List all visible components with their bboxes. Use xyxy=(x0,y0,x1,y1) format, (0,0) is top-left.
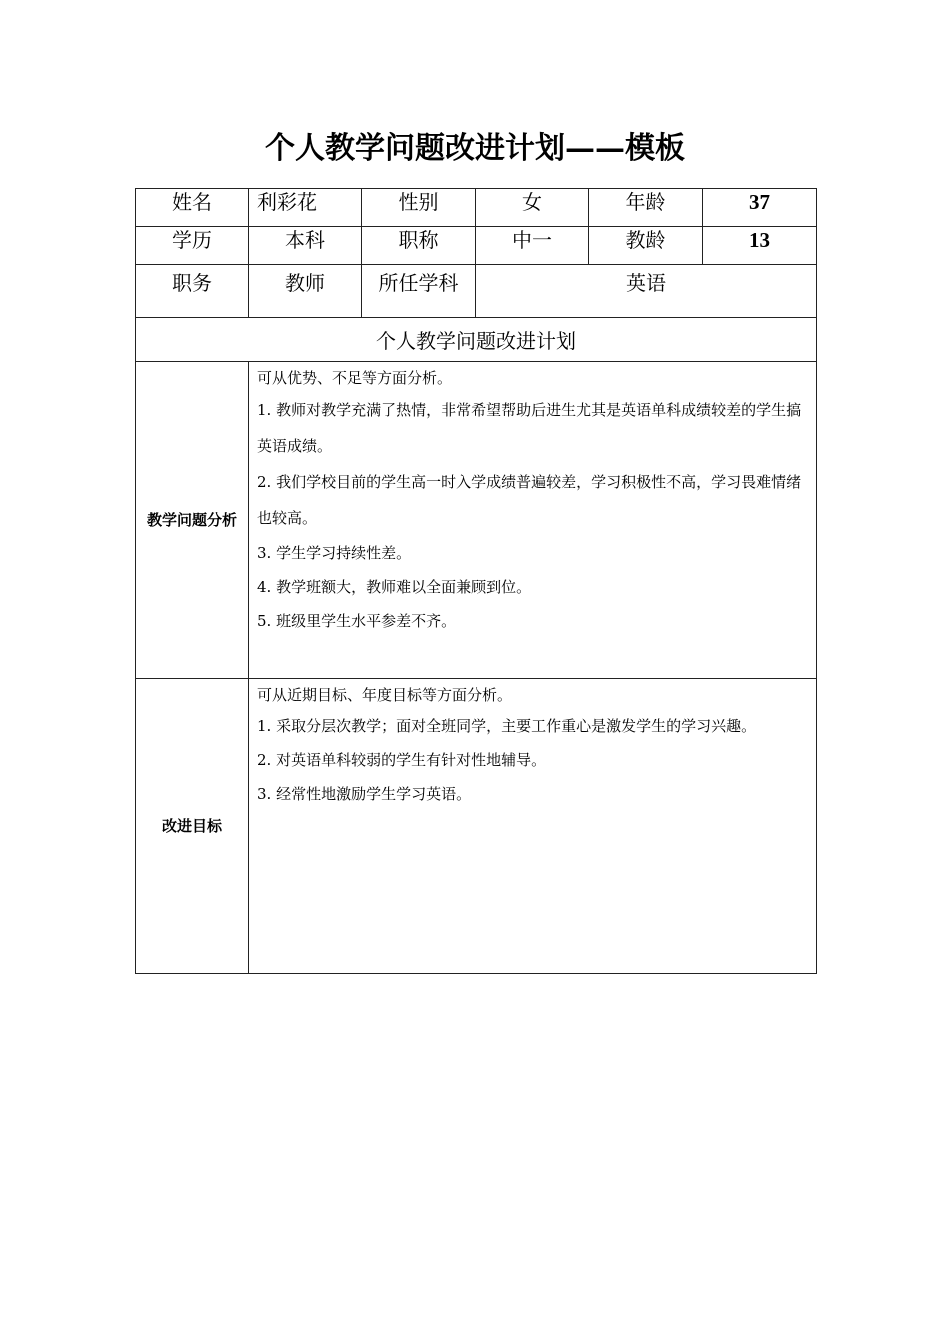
analysis-item: 5. 班级里学生水平参差不齐。 xyxy=(257,612,457,630)
name-label: 姓名 xyxy=(136,189,249,227)
info-row-2 xyxy=(136,227,817,265)
teaching-years-label: 教龄 xyxy=(589,227,703,265)
analysis-item: 2. 我们学校目前的学生高一时入学成绩普遍较差，学习积极性不高，学习畏难情绪也较高。 xyxy=(257,473,802,527)
teaching-years-value: 13 xyxy=(703,227,817,265)
subject-label: 所任学科 xyxy=(362,265,476,318)
teacher-plan-table xyxy=(135,188,817,974)
education-value: 本科 xyxy=(249,227,362,265)
age-value: 37 xyxy=(703,189,817,227)
rank-value: 中一 xyxy=(476,227,589,265)
section-title: 个人教学问题改进计划 xyxy=(136,318,817,362)
analysis-item: 4. 教学班额大，教师难以全面兼顾到位。 xyxy=(257,578,532,596)
section-title-row xyxy=(136,318,817,362)
rank-label: 职称 xyxy=(362,227,476,265)
analysis-intro: 可从优势、不足等方面分析。 xyxy=(257,369,453,387)
goals-item: 1. 采取分层次教学；面对全班同学，主要工作重心是激发学生的学习兴趣。 xyxy=(257,717,757,735)
page-title: 个人教学问题改进计划——模板 xyxy=(265,131,685,166)
age-label: 年龄 xyxy=(589,189,703,227)
goals-item: 2. 对英语单科较弱的学生有针对性地辅导。 xyxy=(257,751,547,769)
goals-intro: 可从近期目标、年度目标等方面分析。 xyxy=(257,686,513,704)
goals-label: 改进目标 xyxy=(136,679,249,974)
position-label: 职务 xyxy=(136,265,249,318)
info-row-1 xyxy=(136,189,817,227)
analysis-item: 1. 教师对教学充满了热情，非常希望帮助后进生尤其是英语单科成绩较差的学生搞英语成绩。 xyxy=(257,401,802,455)
goals-item: 3. 经常性地激励学生学习英语。 xyxy=(257,785,472,803)
analysis-item: 3. 学生学习持续性差。 xyxy=(257,544,412,562)
analysis-content xyxy=(249,362,817,679)
analysis-row xyxy=(136,362,817,679)
gender-value: 女 xyxy=(476,189,589,227)
goals-row xyxy=(136,679,817,974)
goals-content xyxy=(249,679,817,974)
position-value: 教师 xyxy=(249,265,362,318)
subject-value: 英语 xyxy=(476,265,817,318)
gender-label: 性别 xyxy=(362,189,476,227)
education-label: 学历 xyxy=(136,227,249,265)
analysis-label: 教学问题分析 xyxy=(136,362,249,679)
info-row-3 xyxy=(136,265,817,318)
name-value: 利彩花 xyxy=(249,189,362,227)
